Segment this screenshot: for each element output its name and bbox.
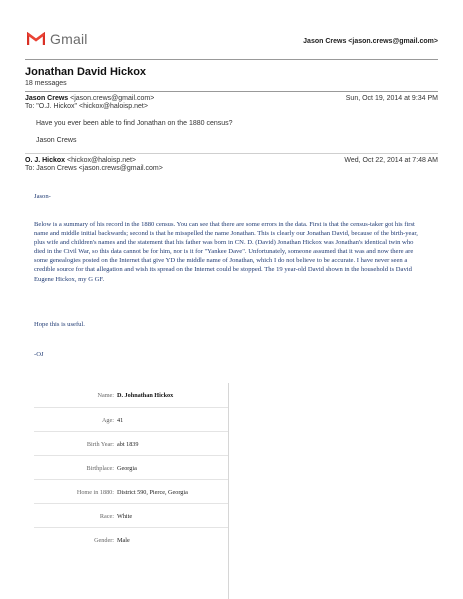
census-row (34, 527, 228, 552)
message-date: Sun, Oct 19, 2014 at 9:34 PM (345, 95, 438, 102)
gmail-wordmark: Gmail (50, 31, 88, 47)
gmail-m-icon (27, 32, 45, 46)
census-row (34, 383, 228, 407)
sender-email: <hickox@haloisp.net> (67, 157, 137, 164)
census-row (34, 503, 228, 528)
message-body: Have you ever been able to find Jonathan on the 1880 census? (36, 120, 233, 127)
gmail-logo (27, 31, 88, 47)
census-label: Birth Year: (86, 441, 114, 448)
census-value: abt 1839 (117, 441, 139, 448)
census-row (34, 431, 228, 456)
census-row (34, 479, 228, 504)
thread-title: Jonathan David Hickox (25, 66, 147, 78)
census-value: D. Johnathan Hickox (117, 392, 174, 399)
message-greeting: Jason- (34, 193, 51, 200)
message-header (25, 95, 438, 110)
census-label: Race: (99, 513, 114, 520)
census-label: Home in 1880: (76, 489, 114, 496)
message-date: Wed, Oct 22, 2014 at 7:48 AM (344, 157, 438, 164)
recipient-line: To: Jason Crews <jason.crews@gmail.com> (25, 165, 163, 172)
message-signature: -OJ (34, 351, 44, 358)
sender-name: Jason Crews (25, 95, 69, 102)
recipient-line: To: "O.J. Hickox" <hickox@haloisp.net> (25, 103, 148, 110)
census-value: Georgia (117, 465, 137, 472)
census-label: Gender: (94, 537, 114, 544)
census-value: Male (117, 537, 130, 544)
sender-email: <jason.crews@gmail.com> (70, 95, 155, 102)
census-row (34, 455, 228, 480)
message-divider (25, 153, 438, 154)
census-label: Age: (101, 417, 114, 424)
census-value: White (117, 513, 133, 520)
census-label: Name: (97, 392, 114, 399)
account-name: Jason Crews <jason.crews@gmail.com> (303, 38, 438, 45)
message-paragraph: Below is a summary of his record in the 1880 census. You can see that there are some errors in the data. First is that the census-taker got his first name and middle initial backwards; second is that he misspelled the name Jonathan. This is clearly our Jonathan David, because of the birth-year, plus wife and children's names and the statement that his father was born in CN. D. (David) Jonathan Hickox was Jonathan's identical twin who died in the Civil War, so this data cannot be for him, nor is it for "Yankee Dave". Unfortunately, someone assumed that it was and now there are some genealogies posted on the Internet that give YD the middle name of Jonathan, which I do not believe to be accurate. I have never seen a credible source for that allegation and wish its spread on the Internet could be stopped. The 19 year-old David shown in the household is David Eugene Hickox, my G GF. (34, 221, 418, 283)
census-record-table (34, 383, 229, 599)
message-count: 18 messages (25, 80, 67, 87)
message-closing: Hope this is useful. (34, 321, 85, 328)
message-signature: Jason Crews (36, 137, 77, 144)
message-header (25, 157, 438, 172)
sender-name: O. J. Hickox (25, 157, 66, 164)
census-value: 41 (117, 417, 124, 424)
census-row (34, 407, 228, 432)
census-label: Birthplace: (86, 465, 114, 472)
header-divider (25, 59, 438, 60)
thread-divider (25, 91, 438, 92)
census-value: District 590, Pierce, Georgia (117, 489, 188, 496)
